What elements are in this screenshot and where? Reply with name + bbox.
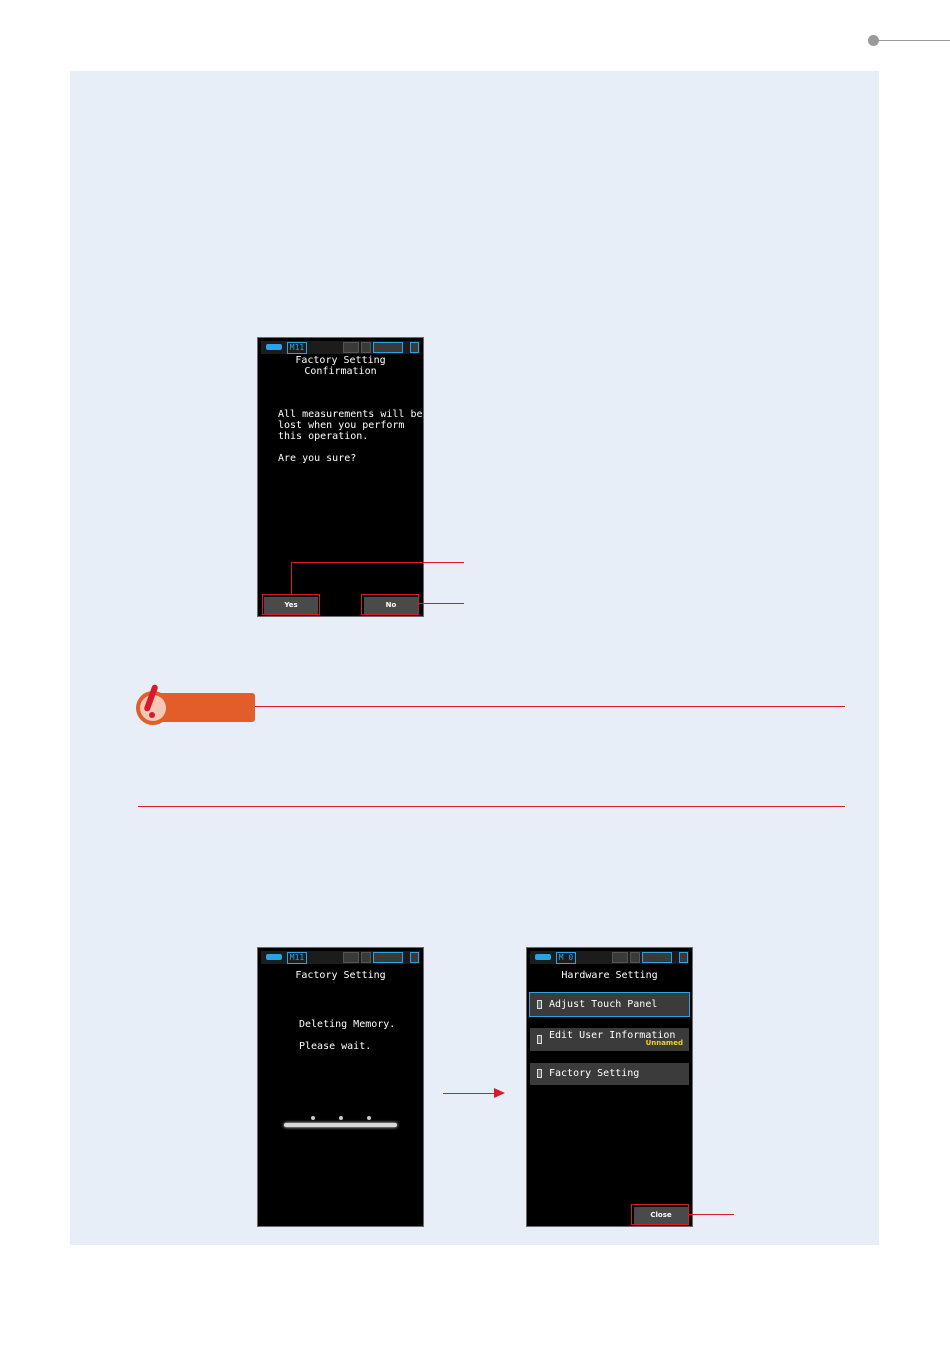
progress-bar — [284, 1123, 397, 1127]
status-text: Deleting Memory. — [299, 1019, 396, 1030]
note-bottom-rule — [138, 806, 845, 807]
note-top-rule — [255, 706, 845, 707]
status-box — [361, 342, 371, 353]
status-text: Please wait. — [299, 1041, 372, 1052]
no-button-highlight — [361, 594, 419, 615]
alert-dot — [149, 712, 155, 718]
status-box — [343, 952, 359, 963]
device-icon — [537, 1000, 542, 1009]
progress-dot — [367, 1116, 371, 1120]
status-box — [361, 952, 371, 963]
status-bar — [530, 951, 689, 964]
menu-item-label: Edit User Information — [549, 1030, 676, 1041]
menu-item-label: Adjust Touch Panel — [549, 999, 658, 1010]
lock-icon — [410, 952, 419, 963]
screen-title: Confirmation — [304, 366, 377, 377]
menu-item-factory-setting[interactable] — [530, 1063, 689, 1085]
message-text: this operation. — [278, 431, 369, 442]
no-button[interactable]: No — [364, 597, 418, 614]
lock-icon — [410, 342, 419, 353]
close-button-highlight — [631, 1204, 689, 1225]
sound-indicator — [373, 342, 403, 353]
yes-button[interactable]: Yes — [264, 597, 318, 614]
callout-line — [689, 1214, 734, 1215]
user-name-value: Unnamed — [645, 1039, 683, 1047]
status-bar — [261, 951, 420, 964]
question-text: Are you sure? — [278, 453, 357, 464]
status-box — [630, 952, 640, 963]
menu-item-label: Factory Setting — [549, 1068, 640, 1079]
progress-dot — [339, 1116, 343, 1120]
page-marker-line — [874, 40, 950, 41]
screen-title: Factory Setting — [295, 970, 386, 981]
confirm-screen — [257, 337, 424, 617]
device-icon — [537, 1069, 542, 1078]
screen-title: Hardware Setting — [561, 970, 658, 981]
message-text: All measurements will be — [278, 409, 423, 420]
memory-indicator: M 0 — [556, 952, 576, 964]
deleting-screen — [257, 947, 424, 1227]
close-button[interactable]: Close — [634, 1207, 688, 1224]
lock-icon — [679, 952, 688, 963]
arrow-head — [494, 1088, 505, 1098]
menu-item-edit-user-information[interactable] — [530, 1028, 689, 1051]
menu-item-adjust-touch-panel[interactable] — [530, 993, 689, 1016]
battery-icon — [535, 954, 551, 960]
battery-icon — [266, 954, 282, 960]
content-panel — [70, 71, 879, 1245]
callout-line — [291, 562, 464, 563]
sound-indicator — [642, 952, 672, 963]
callout-line — [291, 562, 292, 594]
yes-button-highlight — [262, 594, 320, 615]
sound-indicator — [373, 952, 403, 963]
device-icon — [537, 1035, 542, 1044]
memory-indicator: M11 — [287, 952, 307, 964]
progress-dot — [311, 1116, 315, 1120]
memory-indicator: M11 — [287, 342, 307, 354]
status-box — [343, 342, 359, 353]
hardware-screen — [526, 947, 693, 1227]
status-bar — [261, 341, 420, 354]
screen-title: Factory Setting — [295, 355, 386, 366]
arrow-right-icon — [443, 1093, 495, 1094]
message-text: lost when you perform — [278, 420, 405, 431]
battery-icon — [266, 344, 282, 350]
callout-line — [419, 603, 464, 604]
status-box — [612, 952, 628, 963]
page-marker-dot — [868, 35, 879, 46]
